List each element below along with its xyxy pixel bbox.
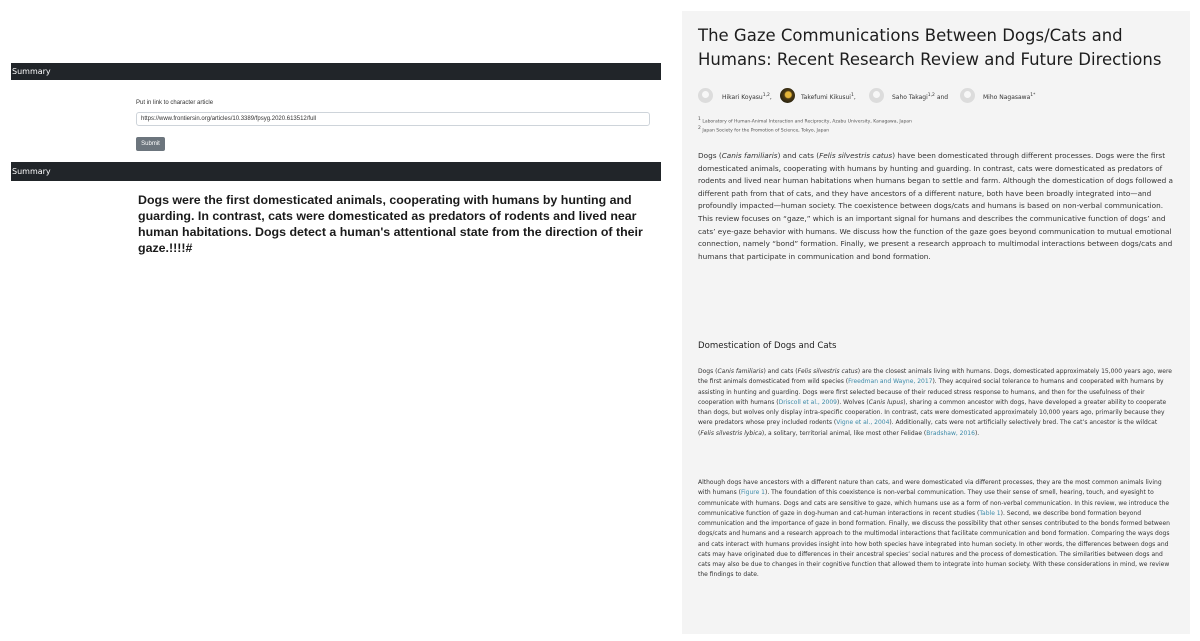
body-paragraph: Although dogs have ancestors with a different nature than cats, and were domesticated via different processes, they are the most common animals living with humans (Figure 1). The foundation of this coexistence is non-verbal communication. They use their sense of smell, hearing, touch, and eyesight to communicate with humans. Dogs and cats are sensitive to gaze, which humans use as a form of non-verbal communication. In this review, we introduce the communicative function of gaze in dog-human and cat-human interactions in recent studies (Table 1). Second, we describe bond formation beyond communication and the importance of gaze in bond formation. Finally, we discuss the possibility that other senses contributed to the bonds formed between dogs/cats and humans and a research approach to the multimodal interactions that facilitate communication and bond formation. Comparing the ways dogs and cats interact with humans provides insight into how both species have integrated into human society. In other words, the differences between dogs and cats may have originated due to differences in their ancestral species’ social natures and the process of domestication. The similarities between dogs and cats may also be due to changes in their cognitive function that allowed them to integrate into human society. With these considerations in mind, we review the findings to date. — [698, 479, 1170, 579]
author-name[interactable]: Saho Takagi$^{1,2}$ and — [892, 93, 949, 101]
affiliation: 1 Laboratory of Human-Animal Interaction and Reciprocity, Azabu University, Kanagawa, Japan — [698, 117, 912, 125]
section-heading: Domestication of Dogs and Cats — [698, 341, 837, 351]
citation-link[interactable]: Freedman and Wayne, 2017 — [848, 378, 933, 386]
avatar-placeholder-icon — [869, 88, 884, 103]
citation-link[interactable]: Driscoll et al., 2009 — [778, 398, 838, 406]
abstract-text: Dogs (Canis familiaris) and cats (Felis silvestris catus) have been domesticated through different processes. Dogs were the first domesticated animals, cooperating with humans by hunting and guarding. In contrast, cats were domesticated as predators of rodents and lived near human habitations when humans began to settle and farm. Although the domestication of dogs followed a different path from that of cats, and they have ancestors of a different nature, both have been broadly integrated into—and profoundly impacted—human society. The coexistence between dogs/cats and humans is based on non-verbal communication. This review focuses on “gaze,” which is an important signal for humans and describes the communicative function of dogs’ and cats’ eye-gaze behavior with humans. We discuss how the function of the gaze goes beyond communication to mutual emotional connection, namely “bond” formation. Finally, we present a research approach to multimodal interactions between dogs/cats and humans that participate in communication and bond formation. — [698, 151, 1173, 261]
summary-result-bar — [11, 162, 661, 181]
avatar-placeholder-icon — [698, 88, 713, 103]
summary-header-title: Summary — [12, 67, 51, 76]
summary-result-title: Summary — [12, 167, 51, 176]
author-name[interactable]: Hikari Koyasu$^{1,2}$, — [722, 93, 772, 101]
article-url-input[interactable]: https://www.frontiersin.org/articles/10.3389/fpsyg.2020.613512/full — [136, 112, 650, 126]
body-paragraph: Dogs (Canis familiaris) and cats (Felis silvestris catus) are the closest animals living with humans. Dogs, domesticated approximately 15,000 years ago, were the first animals domesticated from wild species (Freedman and Wayne, 2017). They acquired social tolerance to humans and cooperated with humans by assisting in hunting and guarding. Dogs were first selected because of their reduced stress response to humans, and then for the usefulness of their cooperation with humans (Driscoll et al., 2009). Wolves (Canis lupus), sharing a common ancestor with dogs, have developed a greater ability to cooperate than dogs, but wolves only display intra-specific cooperation. In contrast, cats were domesticated approximately 10,000 years ago, primarily because they were predators whose prey included rodents (Vigne et al., 2004). Additionally, cats were not artificially selectively bred. The cat’s ancestor is the wildcat (Felis silvestris lybica), a solitary, territorial animal, like most other Felidae (Bradshaw, 2016). — [698, 368, 1172, 437]
avatar-placeholder-icon — [960, 88, 975, 103]
summary-output-text: Dogs were the first domesticated animals, cooperating with humans by hunting and guarding. In contrast, cats were domesticated as predators of rodents and lived near human habitations. Dogs detect a human's attentional state from the direction of their gaze.!!!!# — [138, 193, 643, 255]
table-link[interactable]: Table 1 — [979, 509, 1001, 517]
author-name[interactable]: Takefumi Kikusui$^1$, — [801, 93, 856, 101]
affiliation: 2 Japan Society for the Promotion of Science, Tokyo, Japan — [698, 126, 830, 134]
article-title: The Gaze Communications Between Dogs/Cats and Humans: Recent Research Review and Future Directions — [698, 26, 1162, 69]
url-input-label: Put in link to character article — [136, 100, 214, 106]
figure-link[interactable]: Figure 1 — [740, 489, 765, 497]
article-panel — [682, 11, 1190, 634]
author-name[interactable]: Miho Nagasawa$^{1*}$ — [983, 93, 1036, 101]
submit-button[interactable]: Submit — [136, 137, 165, 151]
citation-link[interactable]: Bradshaw, 2016 — [926, 429, 975, 437]
author-photo-avatar — [780, 88, 795, 103]
citation-link[interactable]: Vigne et al., 2004 — [836, 419, 890, 427]
summary-header-bar — [11, 63, 661, 80]
author-list — [698, 88, 1178, 104]
